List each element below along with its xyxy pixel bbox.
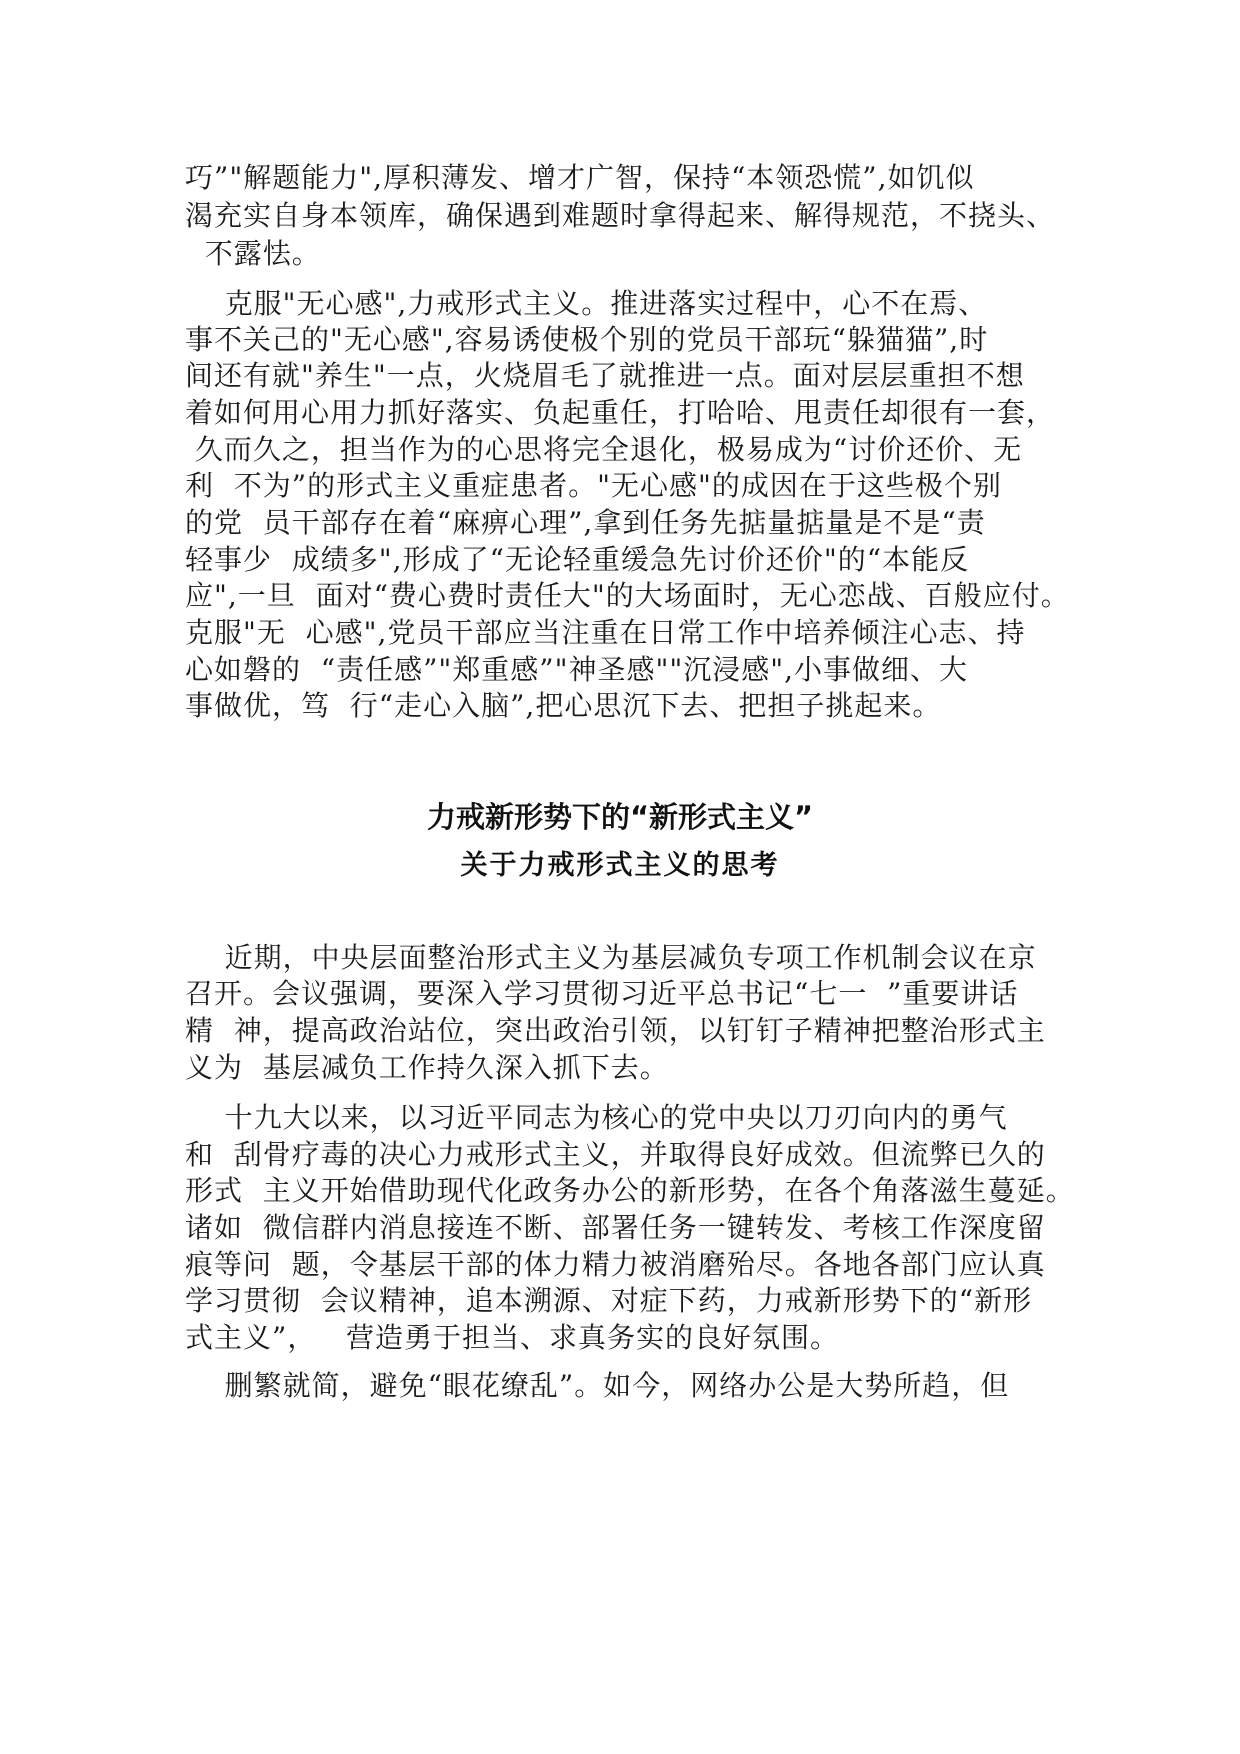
body-line: 义为 基层减负工作持久深入抓下去。	[185, 1051, 669, 1084]
body-line: 不露怯。	[185, 237, 321, 270]
body-line: 久而久之，担当作为的心思将完全退化，极易成为“讨价还价、无	[185, 433, 1023, 466]
body-line: 心如磐的 “责任感”"郑重感”"神圣感""沉浸感",小事做细、大	[185, 653, 969, 686]
body-line: 学习贯彻 会议精神，追本溯源、对症下药，力戒新形势下的“新形	[185, 1284, 1033, 1317]
body-line: 删繁就简，避免“眼花缭乱”。如今，网络办公是大势所趋，但	[185, 1369, 1010, 1402]
body-line: 利 不为”的形式主义重症患者。"无心感"的成因在于这些极个别	[185, 469, 1002, 502]
body-line: 形式 主义开始借助现代化政务办公的新形势，在各个角落滋生蔓延。	[185, 1174, 1075, 1207]
body-line: 事不关己的"无心感",容易诱使极个别的党员干部玩“躲猫猫”,时	[185, 323, 989, 356]
body-line: 着如何用心用力抓好落实、负起重任，打哈哈、甩责任却很有一套，	[185, 396, 1056, 429]
body-line: 克服"无心感",力戒形式主义。推进落实过程中，心不在焉、	[185, 287, 988, 320]
article-subtitle: 关于力戒形式主义的思考	[460, 850, 780, 881]
body-line: 痕等问 题，令基层干部的体力精力被消磨殆尽。各地各部门应认真	[185, 1248, 1046, 1281]
body-line: 诸如 微信群内消息接连不断、部署任务一键转发、考核工作深度留	[185, 1211, 1046, 1244]
body-line: 十九大以来，以习近平同志为核心的党中央以刀刃向内的勇气	[185, 1101, 1008, 1134]
body-line: 渴充实自身本领库，确保遇到难题时拿得起来、解得规范，不挠头、	[185, 199, 1056, 232]
body-line: 克服"无 心感",党员干部应当注重在日常工作中培养倾注心志、持	[185, 616, 1026, 649]
article-title: 力戒新形势下的“新形式主义”	[426, 800, 814, 834]
body-line: 应",一旦 面对“费心费时责任大"的大场面时，无心恋战、百般应付。	[185, 579, 1070, 612]
body-line: 巧”"解题能力",厚积薄发、增才广智，保持“本领恐慌”,如饥似	[185, 161, 975, 194]
body-line: 事做优，笃 行“走心入脑”,把心思沉下去、把担子挑起来。	[185, 689, 942, 722]
body-line: 的党 员干部存在着“麻痹心理”,拿到任务先掂量掂量是不是“责	[185, 506, 986, 539]
body-line: 近期，中央层面整治形式主义为基层减负专项工作机制会议在京	[185, 941, 1037, 974]
body-line: 间还有就"养生"一点，火烧眉毛了就推进一点。面对层层重担不想	[185, 359, 1025, 392]
body-line: 精 神，提高政治站位，突出政治引领，以钉钉子精神把整治形式主	[185, 1014, 1046, 1047]
body-line: 式主义”， 营造勇于担当、求真务实的良好氛围。	[185, 1321, 840, 1354]
body-line: 召开。会议强调，要深入学习贯彻习近平总书记“七一 ”重要讲话	[185, 977, 1019, 1010]
body-line: 轻事少 成绩多",形成了“无论轻重缓急先讨价还价"的“本能反	[185, 543, 970, 576]
body-line: 和 刮骨疗毒的决心力戒形式主义，并取得良好成效。但流弊已久的	[185, 1138, 1046, 1171]
